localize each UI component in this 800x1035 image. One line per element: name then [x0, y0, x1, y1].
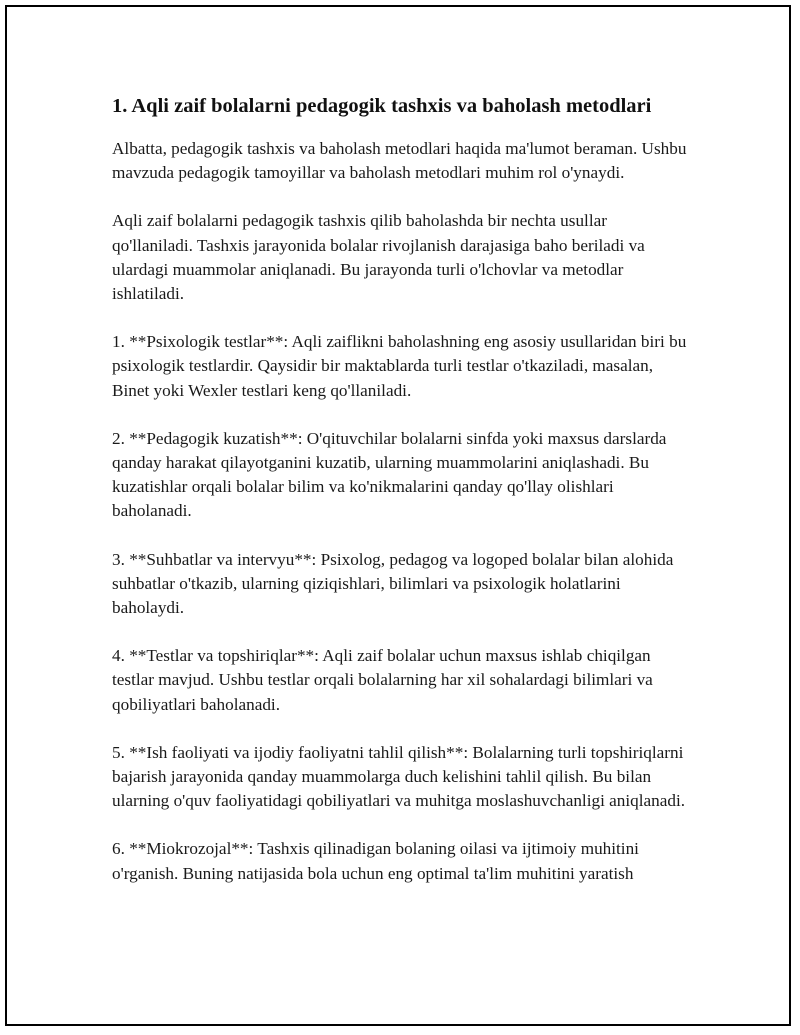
document-title: 1. Aqli zaif bolalarni pedagogik tashxis va baholash metodlari	[112, 95, 652, 117]
document-body	[112, 91, 692, 910]
paragraph-intro: Albatta, pedagogik tashxis va baholash metodlari haqida ma'lumot beraman. Ushbu mavzuda pedagogik tamoyillar va baholash metodlari muhim rol o'ynaydi.	[112, 139, 687, 183]
list-item-pedagogical-observation: 2. **Pedagogik kuzatish**: O'qituvchilar bolalarni sinfda yoki maxsus darslarda qanday harakat qilayotganini kuzatib, ularning muammolarini aniqlashadi. Bu kuzatishlar orqali bolalar bilim va ko'nikmalarini qanday qo'llay olishlari baholanadi.	[112, 428, 667, 521]
paragraph-overview: Aqli zaif bolalarni pedagogik tashxis qilib baholashda bir nechta usullar qo'llaniladi. Tashxis jarayonida bolalar rivojlanish darajasiga baho beriladi va ulardagi muammolar aniqlanadi. Bu jarayonda turli o'lchovlar va metodlar ishlatiladi.	[112, 211, 645, 304]
list-item-interviews: 3. **Suhbatlar va intervyu**: Psixolog, pedagog va logoped bolalar bilan alohida suhbatlar o'tkazib, ularning qiziqishlari, bilimlari va psixologik holatlarini baholaydi.	[112, 549, 674, 618]
list-item-psychological-tests: 1. **Psixologik testlar**: Aqli zaiflikni baholashning eng asosiy usullaridan biri bu psixologik testlardir. Qaysidir bir maktablarda turli testlar o'tkaziladi, masalan, Binet yoki Wexler testlari keng qo'llaniladi.	[112, 332, 687, 400]
list-item-microsocial: 6. **Miokrozojal**: Tashxis qilinadigan bolaning oilasi va ijtimoiy muhitini o'rganish. Buning natijasida bola uchun eng optimal ta'lim muhitini yaratish	[112, 839, 639, 883]
list-item-tests-and-tasks: 4. **Testlar va topshiriqlar**: Aqli zaif bolalar uchun maxsus ishlab chiqilgan testlar mavjud. Ushbu testlar orqali bolalarning har xil sohalardagi bilimlari va qobiliyatlari baholanadi.	[112, 646, 653, 714]
list-item-activity-analysis: 5. **Ish faoliyati va ijodiy faoliyatni tahlil qilish**: Bolalarning turli topshiriqlarni bajarish jarayonida qanday muammolarga duch kelishini tahlil qilish. Bu bilan ularning o'quv faoliyatidagi qobiliyatlari va muhitga moslashuvchanligi aniqlanadi.	[112, 742, 686, 811]
